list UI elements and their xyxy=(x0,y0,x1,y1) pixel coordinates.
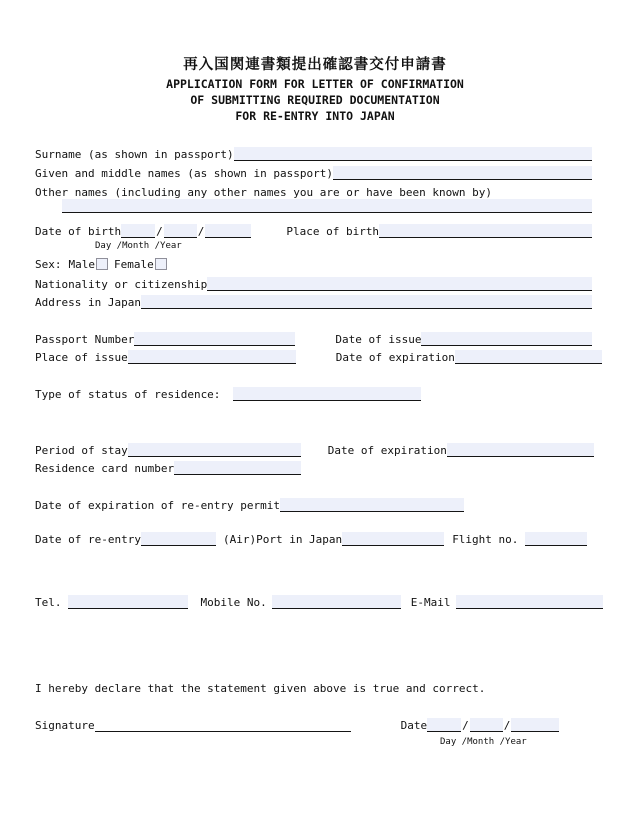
tel-label: Tel. xyxy=(35,596,62,609)
passport-expiration-input[interactable] xyxy=(455,350,602,364)
sig-date-day-month-year-hint: Day /Month /Year xyxy=(440,737,527,747)
mobile-input[interactable] xyxy=(272,595,401,609)
female-checkbox[interactable] xyxy=(155,258,167,270)
given-names-row xyxy=(35,166,592,180)
other-names-field-row xyxy=(62,199,592,213)
stay-expiration-input[interactable] xyxy=(447,443,594,457)
other-names-input[interactable] xyxy=(62,199,592,213)
place-of-issue-input[interactable] xyxy=(128,350,296,364)
nationality-input[interactable] xyxy=(207,277,592,291)
place-of-birth-input[interactable] xyxy=(379,224,592,238)
male-checkbox[interactable] xyxy=(96,258,108,270)
signature-line[interactable] xyxy=(95,718,351,732)
sig-date-day-input[interactable] xyxy=(427,718,461,732)
declaration-text: I hereby declare that the statement given above is true and correct. xyxy=(35,682,486,695)
period-of-stay-label: Period of stay xyxy=(35,444,128,457)
status-row xyxy=(35,387,592,401)
date-of-issue-input[interactable] xyxy=(421,332,592,346)
passport-row-2 xyxy=(35,350,592,364)
sex-row xyxy=(35,257,592,271)
date-of-reentry-label: Date of re-entry xyxy=(35,533,141,546)
tel-input[interactable] xyxy=(68,595,188,609)
sig-date-year-input[interactable] xyxy=(511,718,559,732)
given-names-label: Given and middle names (as shown in passport) xyxy=(35,167,334,180)
airport-in-japan-label: (Air)Port in Japan xyxy=(222,533,343,546)
port-in-japan-input[interactable] xyxy=(342,532,444,546)
page-title-english xyxy=(0,76,630,124)
sig-date-hint-row xyxy=(440,737,592,747)
other-names-label-row xyxy=(35,185,592,199)
flight-no-label: Flight no. xyxy=(452,533,519,546)
nationality-row xyxy=(35,277,592,291)
sig-date-slash-1: / xyxy=(462,719,469,732)
dob-slash-2: / xyxy=(197,225,205,238)
dob-day-input[interactable] xyxy=(121,224,155,238)
residence-card-label: Residence card number xyxy=(35,462,175,475)
address-row xyxy=(35,295,592,309)
reentry-row xyxy=(35,532,592,546)
dob-day-month-year-hint: Day /Month /Year xyxy=(95,241,182,251)
page-title-japanese: 再入国関連書類提出確認書交付申請書 xyxy=(183,57,447,73)
title-line-1: APPLICATION FORM FOR LETTER OF CONFIRMATION xyxy=(166,77,464,91)
other-names-label: Other names (including any other names you are or have been known by) xyxy=(35,186,492,199)
female-label: Female xyxy=(114,258,154,271)
sex-label: Sex: xyxy=(35,258,62,271)
title-line-2: OF SUBMITTING REQUIRED DOCUMENTATION xyxy=(190,93,440,107)
sig-date-month-input[interactable] xyxy=(470,718,503,732)
passport-number-input[interactable] xyxy=(134,332,295,346)
passport-row-1 xyxy=(35,332,592,346)
period-of-stay-input[interactable] xyxy=(128,443,301,457)
signature-label: Signature xyxy=(35,719,95,732)
declaration-row xyxy=(35,681,592,695)
contact-row xyxy=(35,595,592,609)
passport-number-label: Passport Number xyxy=(35,333,135,346)
status-of-residence-input[interactable] xyxy=(233,387,421,401)
dob-year-input[interactable] xyxy=(205,224,251,238)
passport-expiration-label: Date of expiration xyxy=(335,351,455,364)
birth-row xyxy=(35,224,592,238)
place-of-birth-label: Place of birth xyxy=(286,225,380,238)
title-line-3: FOR RE-ENTRY INTO JAPAN xyxy=(235,109,395,123)
dob-slash-1: / xyxy=(156,225,163,238)
flight-no-input[interactable] xyxy=(525,532,587,546)
sig-date-label: Date xyxy=(400,719,428,732)
residence-card-input[interactable] xyxy=(174,461,301,475)
stay-expiration-label: Date of expiration xyxy=(327,444,447,457)
surname-label: Surname (as shown in passport) xyxy=(35,148,234,161)
male-label: Male xyxy=(68,258,95,271)
date-of-reentry-input[interactable] xyxy=(141,532,216,546)
email-input[interactable] xyxy=(456,595,603,609)
sig-date-slash-2: / xyxy=(503,719,511,732)
surname-input[interactable] xyxy=(234,147,592,161)
address-input[interactable] xyxy=(141,295,592,309)
nationality-label: Nationality or citizenship xyxy=(35,278,208,291)
dob-month-input[interactable] xyxy=(164,224,197,238)
surname-row xyxy=(35,147,592,161)
reentry-permit-expiration-label: Date of expiration of re-entry permit xyxy=(35,499,281,512)
signature-row xyxy=(35,718,592,732)
given-names-input[interactable] xyxy=(333,166,592,180)
date-of-birth-label: Date of birth xyxy=(35,225,122,238)
reentry-permit-expiration-input[interactable] xyxy=(280,498,464,512)
dob-hint-row xyxy=(95,241,592,251)
date-of-issue-label: Date of issue xyxy=(335,333,422,346)
place-of-issue-label: Place of issue xyxy=(35,351,128,364)
email-label: E-Mail xyxy=(410,596,451,609)
residence-card-row xyxy=(35,461,592,475)
period-row xyxy=(35,443,592,457)
address-label: Address in Japan xyxy=(35,296,141,309)
reentry-permit-row xyxy=(35,498,592,512)
mobile-no-label: Mobile No. xyxy=(200,596,267,609)
status-of-residence-label: Type of status of residence: xyxy=(35,388,221,401)
